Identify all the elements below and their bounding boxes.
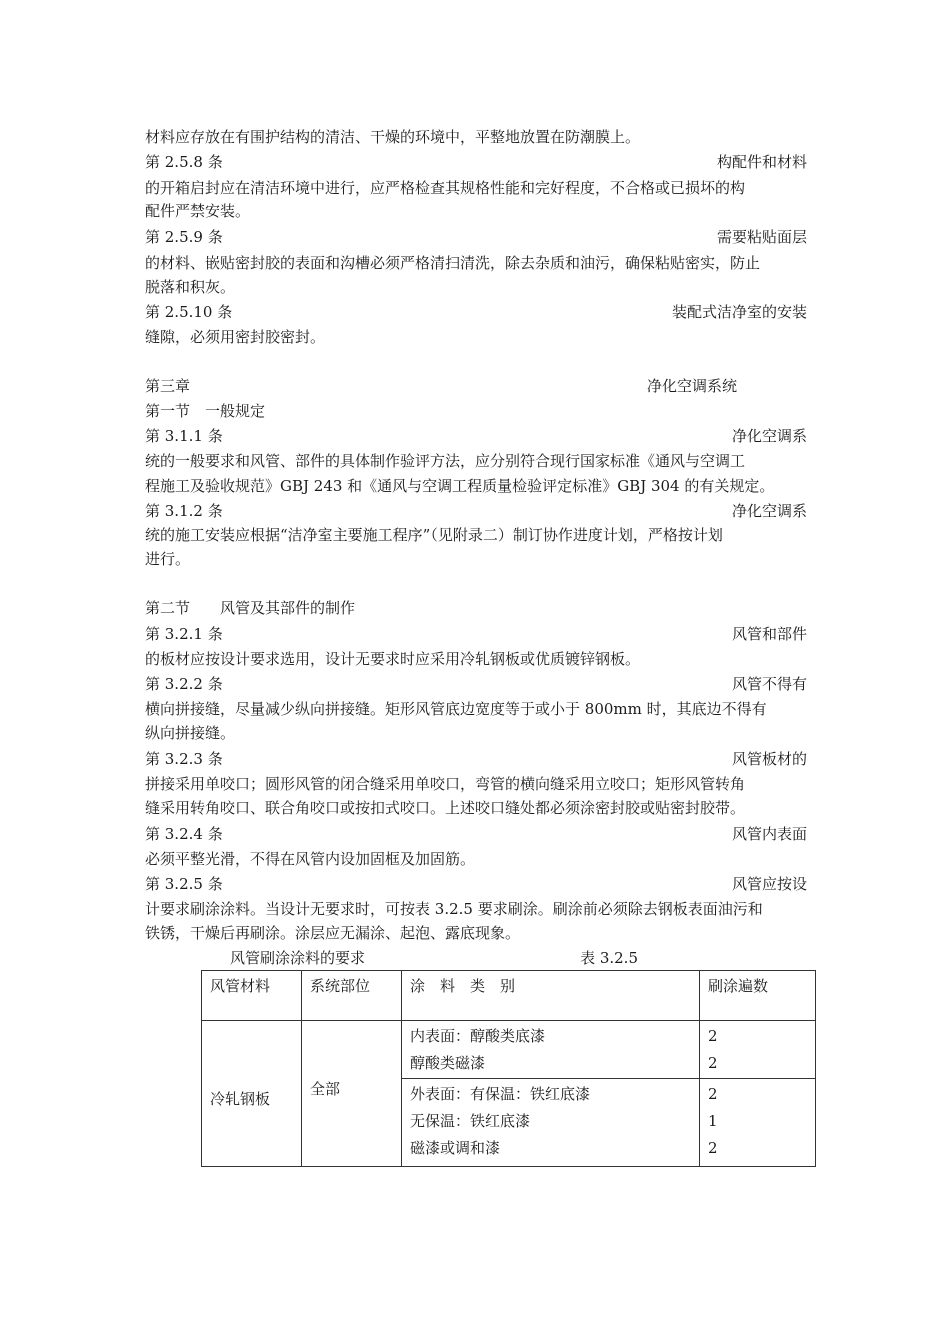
text-line [145, 177, 807, 199]
line-text: 第 2.5.10 条 [145, 303, 233, 321]
count-cell: 2 1 2 [700, 1079, 816, 1167]
text-line [145, 425, 807, 447]
text-line [145, 326, 807, 348]
line-text-right: 风管应按设 [731, 875, 807, 893]
text-line [145, 200, 807, 222]
line-text: 脱落和积灰。 [145, 278, 236, 296]
text-line [145, 623, 807, 645]
text-line [145, 673, 807, 695]
part-cell: 全部 [302, 1021, 402, 1167]
text-line [145, 873, 807, 895]
text-line [145, 773, 807, 795]
line-text-right: 净化空调系 [731, 427, 807, 445]
line-text: 计要求刷涂涂料。当设计无要求时，可按表 3.2.5 要求刷涂。刷涂前必须除去钢板表面油污和 [145, 900, 763, 918]
table-number: 表 3.2.5 [580, 949, 638, 967]
line-text-right: 构配件和材料 [716, 153, 807, 171]
text-line [145, 301, 807, 323]
text-line [145, 524, 807, 546]
line-text: 第 3.1.1 条 [145, 427, 223, 445]
line-text: 第 3.2.2 条 [145, 675, 223, 693]
text-line [145, 500, 807, 522]
line-text: 缝采用转角咬口、联合角咬口或按扣式咬口。上述咬口缝处都必须涂密封胶或贴密封胶带。 [145, 799, 746, 817]
line-text: 必须平整光滑，不得在风管内设加固框及加固筋。 [145, 850, 476, 868]
line-text: 第 3.2.5 条 [145, 875, 223, 893]
line-text: 纵向拼接缝。 [145, 724, 236, 742]
text-line [145, 252, 807, 274]
header-cell: 风管材料 [202, 971, 302, 1021]
text-line [145, 898, 807, 920]
text-line [145, 698, 807, 720]
line-text: 配件严禁安装。 [145, 202, 251, 220]
line-text: 统的施工安装应根据“洁净室主要施工程序”（见附录二）制订协作进度计划，严格按计划 [145, 526, 723, 544]
line-text: 的板材应按设计要求选用，设计无要求时应采用冷轧钢板或优质镀锌钢板。 [145, 650, 641, 668]
line-text-right: 风管和部件 [731, 625, 807, 643]
line-text-right: 需要粘贴面层 [716, 228, 807, 246]
text-line [145, 922, 807, 944]
text-line [145, 597, 807, 619]
line-text-right: 风管内表面 [731, 825, 807, 843]
count-cell: 2 2 [700, 1021, 816, 1079]
text-line [145, 797, 807, 819]
text-line [145, 475, 807, 497]
table-caption [230, 947, 650, 969]
line-text: 程施工及验收规范》GBJ 243 和《通风与空调工程质量检验评定标准》GBJ 304 的有关规定。 [145, 477, 775, 495]
line-text-right: 净化空调系 [731, 502, 807, 520]
line-text: 第 2.5.9 条 [145, 228, 223, 246]
line-text: 第二节 风管及其部件的制作 [145, 599, 356, 617]
material-cell: 冷轧钢板 [202, 1021, 302, 1167]
text-line [145, 648, 807, 670]
line-text-right: 风管不得有 [731, 675, 807, 693]
paint-type-cell: 内表面：醇酸类底漆 醇酸类磁漆 [402, 1021, 700, 1079]
line-text-right: 净化空调系统 [646, 377, 737, 395]
line-text: 横向拼接缝，尽量减少纵向拼接缝。矩形风管底边宽度等于或小于 800mm 时，其底边不得有 [145, 700, 767, 718]
paint-requirements-table [201, 970, 816, 1167]
line-text: 第一节 一般规定 [145, 402, 266, 420]
line-text: 的材料、嵌贴密封胶的表面和沟槽必须严格清扫清洗，除去杂质和油污，确保粘贴密实，防止 [145, 254, 761, 272]
header-cell: 刷涂遍数 [700, 971, 816, 1021]
header-cell: 涂 料 类 别 [402, 971, 700, 1021]
line-text: 进行。 [145, 550, 191, 568]
line-text: 第 3.2.1 条 [145, 625, 223, 643]
line-text: 的开箱启封应在清洁环境中进行，应严格检查其规格性能和完好程度，不合格或已损坏的构 [145, 179, 746, 197]
text-line [145, 400, 807, 422]
text-line [145, 375, 807, 397]
text-line [145, 450, 807, 472]
text-line [145, 823, 807, 845]
line-text: 第 3.2.3 条 [145, 750, 223, 768]
line-text: 第三章 [145, 377, 191, 395]
line-text: 材料应存放在有围护结构的清洁、干燥的环境中，平整地放置在防潮膜上。 [145, 128, 641, 146]
table-title: 风管刷涂涂料的要求 [230, 949, 366, 967]
line-text: 第 3.2.4 条 [145, 825, 223, 843]
table-row [202, 1021, 816, 1079]
text-line [145, 151, 807, 173]
line-text: 拼接采用单咬口；圆形风管的闭合缝采用单咬口，弯管的横向缝采用立咬口；矩形风管转角 [145, 775, 746, 793]
text-line [145, 548, 807, 570]
line-text-right: 风管板材的 [731, 750, 807, 768]
text-line [145, 748, 807, 770]
line-text-right: 装配式洁净室的安装 [671, 303, 807, 321]
table-header-row [202, 971, 816, 1021]
line-text: 统的一般要求和风管、部件的具体制作验评方法，应分别符合现行国家标准《通风与空调工 [145, 452, 746, 470]
text-line [145, 226, 807, 248]
line-text: 第 3.1.2 条 [145, 502, 223, 520]
line-text: 缝隙，必须用密封胶密封。 [145, 328, 326, 346]
text-line [145, 848, 807, 870]
line-text: 铁锈，干燥后再刷涂。涂层应无漏涂、起泡、露底现象。 [145, 924, 521, 942]
paint-type-cell: 外表面：有保温：铁红底漆 无保温：铁红底漆 磁漆或调和漆 [402, 1079, 700, 1167]
line-text: 第 2.5.8 条 [145, 153, 223, 171]
text-line [145, 126, 807, 148]
text-line [145, 276, 807, 298]
header-cell: 系统部位 [302, 971, 402, 1021]
text-line [145, 722, 807, 744]
